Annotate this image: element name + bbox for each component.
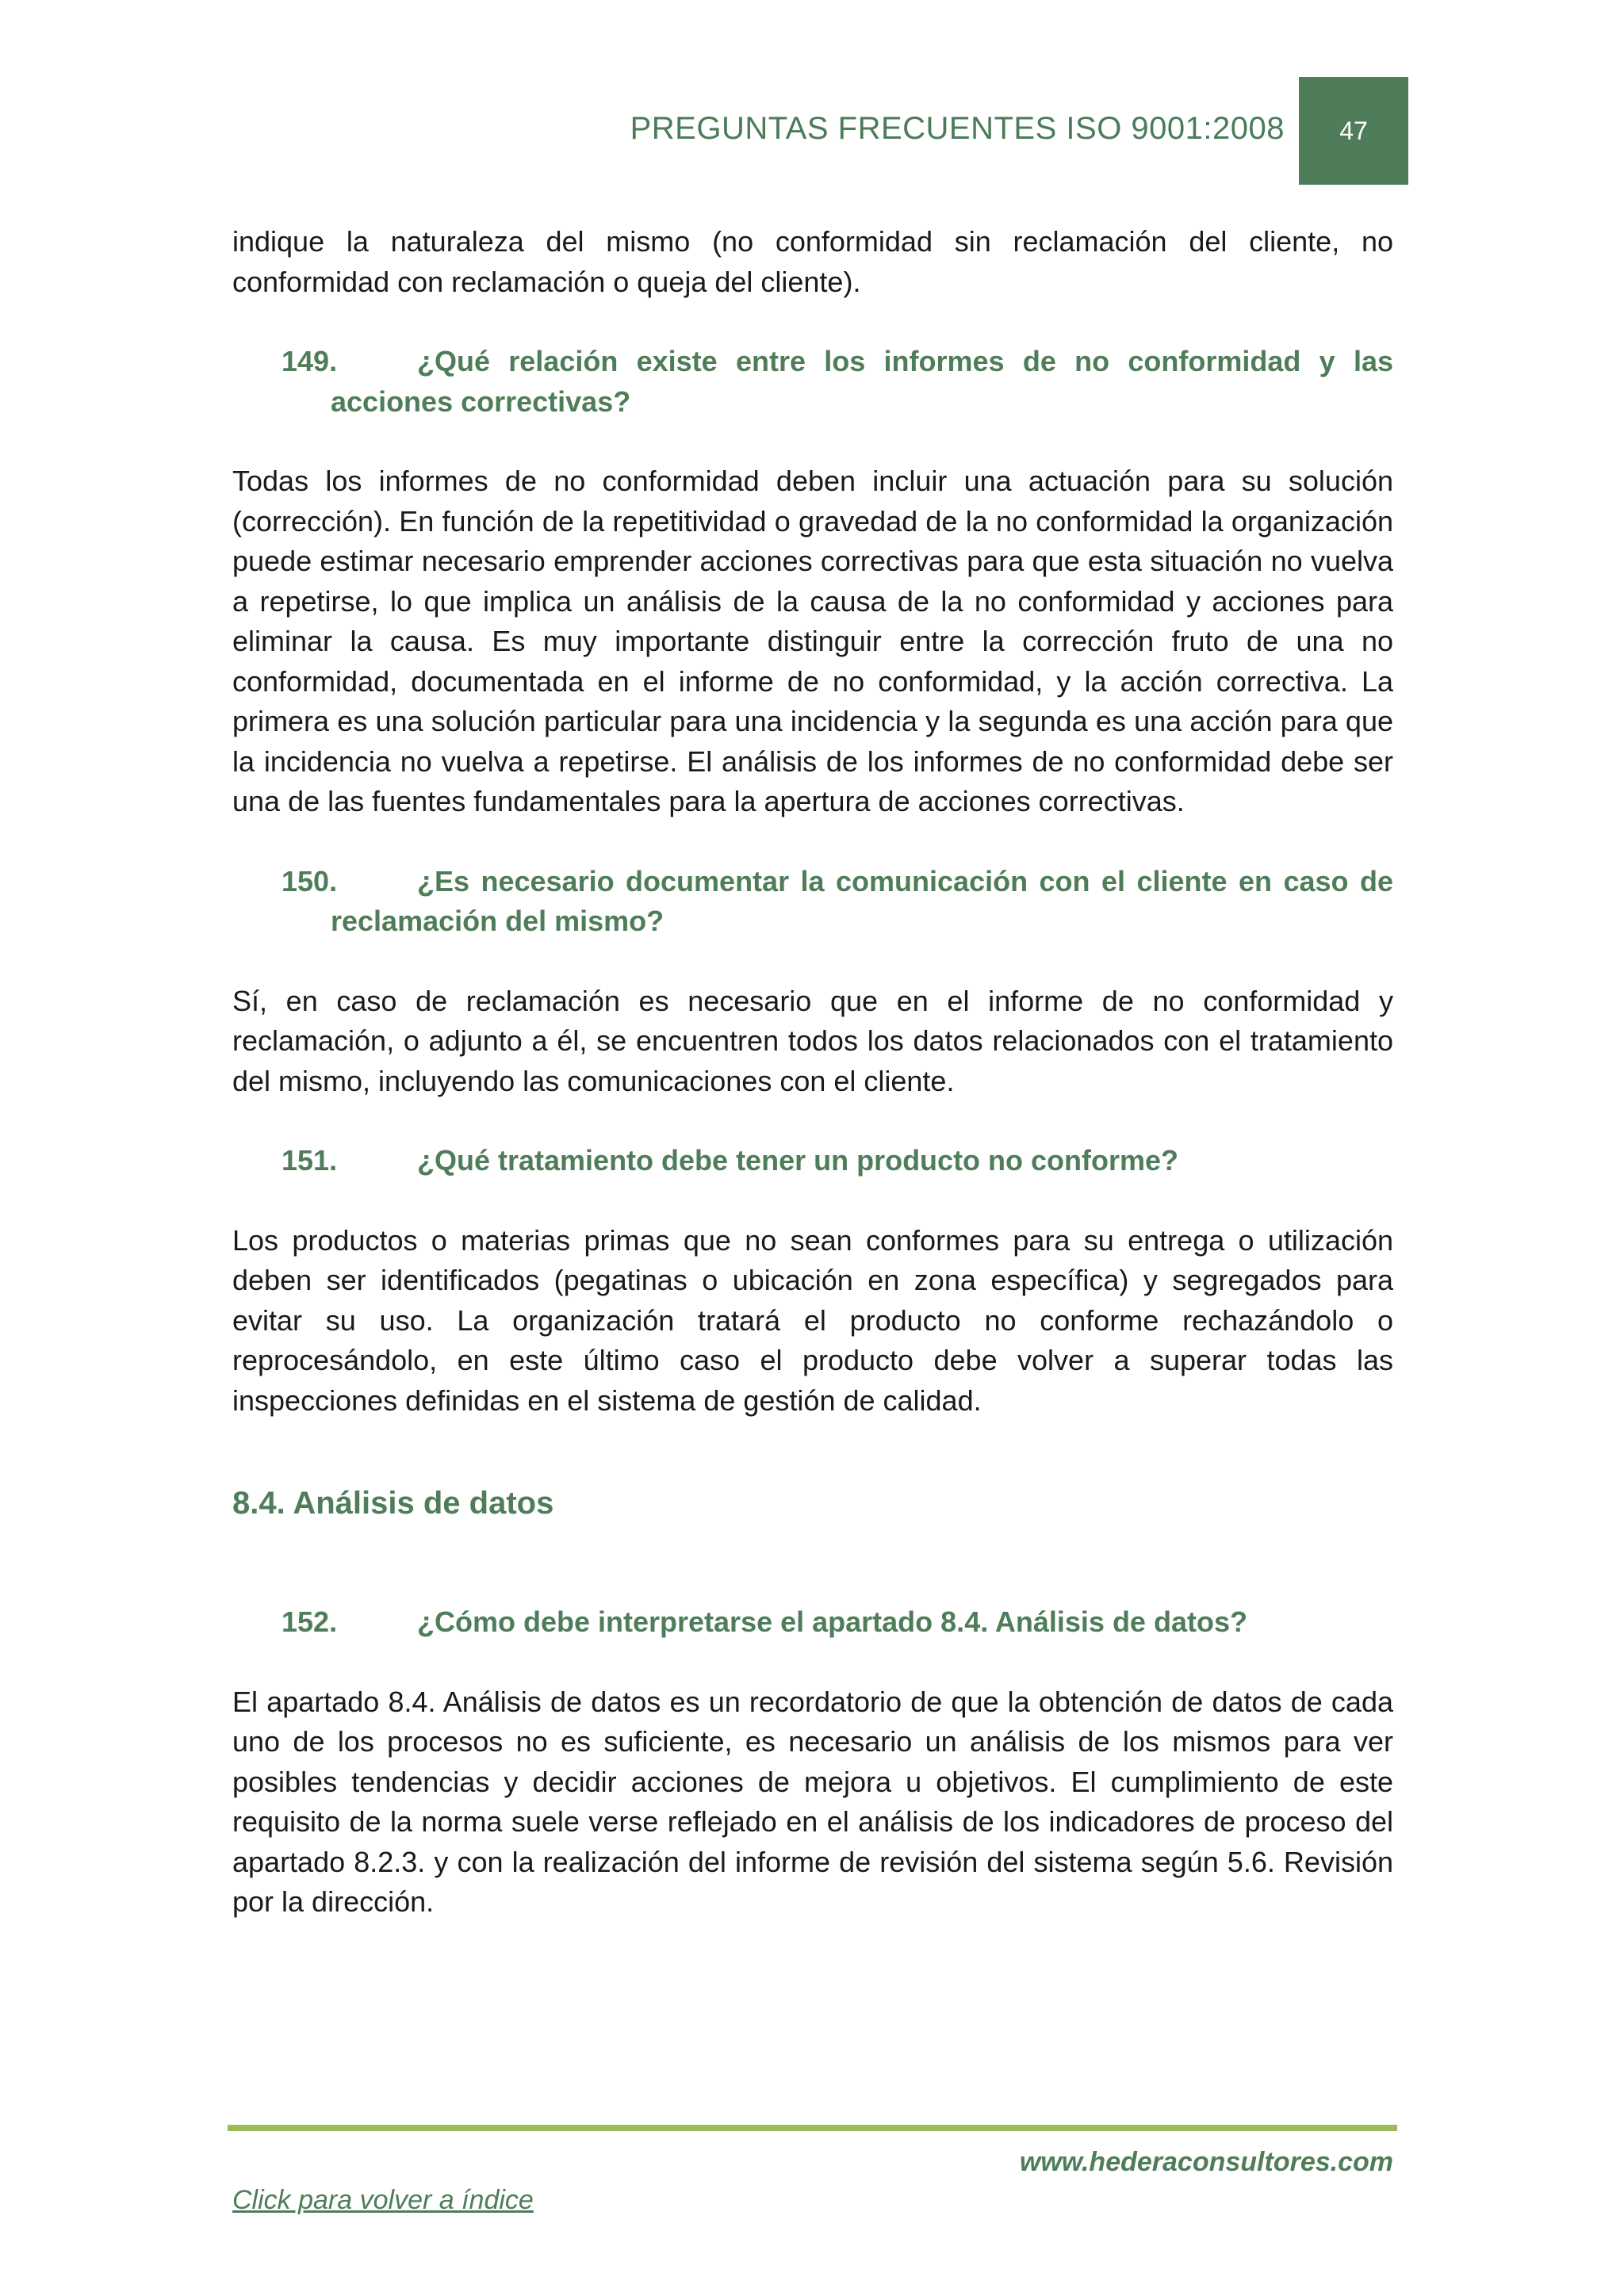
page-body [232, 222, 1393, 1923]
answer-150: Sí, en caso de reclamación es necesario que en el informe de no conformidad y reclamación, o adjunto a él, se encuentren todos los datos relacionados con el tratamiento del mismo, incluyendo las comunicaciones con el cliente. [232, 984, 1393, 1097]
page-number-badge [1299, 77, 1408, 185]
question-151 [232, 1141, 1393, 1181]
question-number: 151. [282, 1144, 338, 1177]
section-title: 8.4. Análisis de datos [232, 1486, 554, 1521]
answer-149: Todas los informes de no conformidad deben incluir una actuación para su solución (corrección). En función de la repetitividad o gravedad de la no conformidad la organización puede estimar necesario emprender acciones correctivas para que esta situación no vuelva a repetirse, lo que implica un análisis de la causa de la no conformidad y acciones para eliminar la causa. Es muy importante distinguir entre la corrección fruto de una no conformidad, documentada en el informe de no conformidad, y la acción correctiva. La primera es una solución particular para una incidencia y la segunda es una acción para que la incidencia no vuelva a repetirse. El análisis de los informes de no conformidad debe ser una de las fuentes fundamentales para la apertura de acciones correctivas. [232, 465, 1393, 817]
back-to-index-link[interactable]: Click para volver a índice [232, 2185, 534, 2215]
question-number: 150. [282, 864, 338, 897]
header-title: PREGUNTAS FRECUENTES ISO 9001:2008 [630, 111, 1285, 146]
footer-website: www.hederaconsultores.com [1019, 2147, 1393, 2177]
question-149 [232, 342, 1393, 422]
question-number: 149. [282, 345, 338, 377]
question-number: 152. [282, 1605, 338, 1638]
answer-151: Los productos o materias primas que no sean conformes para su entrega o utilización deben ser identificados (pegatinas o ubicación en zona específica) y segregados para evitar su uso. La organización tratará el producto no conforme rechazándolo o reprocesándolo, en este último caso el producto debe volver a superar todas las inspecciones definidas en el sistema de gestión de calidad. [232, 1223, 1393, 1417]
question-150 [232, 862, 1393, 942]
question-152 [232, 1602, 1393, 1643]
footer-divider [228, 2125, 1397, 2131]
page-number: 47 [1339, 117, 1368, 145]
question-text: ¿Es necesario documentar la comunicación con el cliente en caso de reclamación del mismo? [331, 864, 1393, 937]
intro-paragraph: indique la naturaleza del mismo (no conformidad sin reclamación del cliente, no conformidad con reclamación o queja del cliente). [232, 225, 1393, 298]
question-text: ¿Qué tratamiento debe tener un producto no conforme? [417, 1144, 1179, 1177]
answer-152: El apartado 8.4. Análisis de datos es un recordatorio de que la obtención de datos de cada uno de los procesos no es suficiente, es necesario un análisis de los mismos para ver posibles tendencias y decidir acciones de mejora u objetivos. El cumplimiento de este requisito de la norma suele verse reflejado en el análisis de los indicadores de proceso del apartado 8.2.3. y con la realización del informe de revisión del sistema según 5.6. Revisión por la dirección. [232, 1685, 1393, 1918]
question-text: ¿Cómo debe interpretarse el apartado 8.4. Análisis de datos? [417, 1605, 1247, 1638]
question-text: ¿Qué relación existe entre los informes de no conformidad y las acciones correctivas? [331, 345, 1393, 418]
